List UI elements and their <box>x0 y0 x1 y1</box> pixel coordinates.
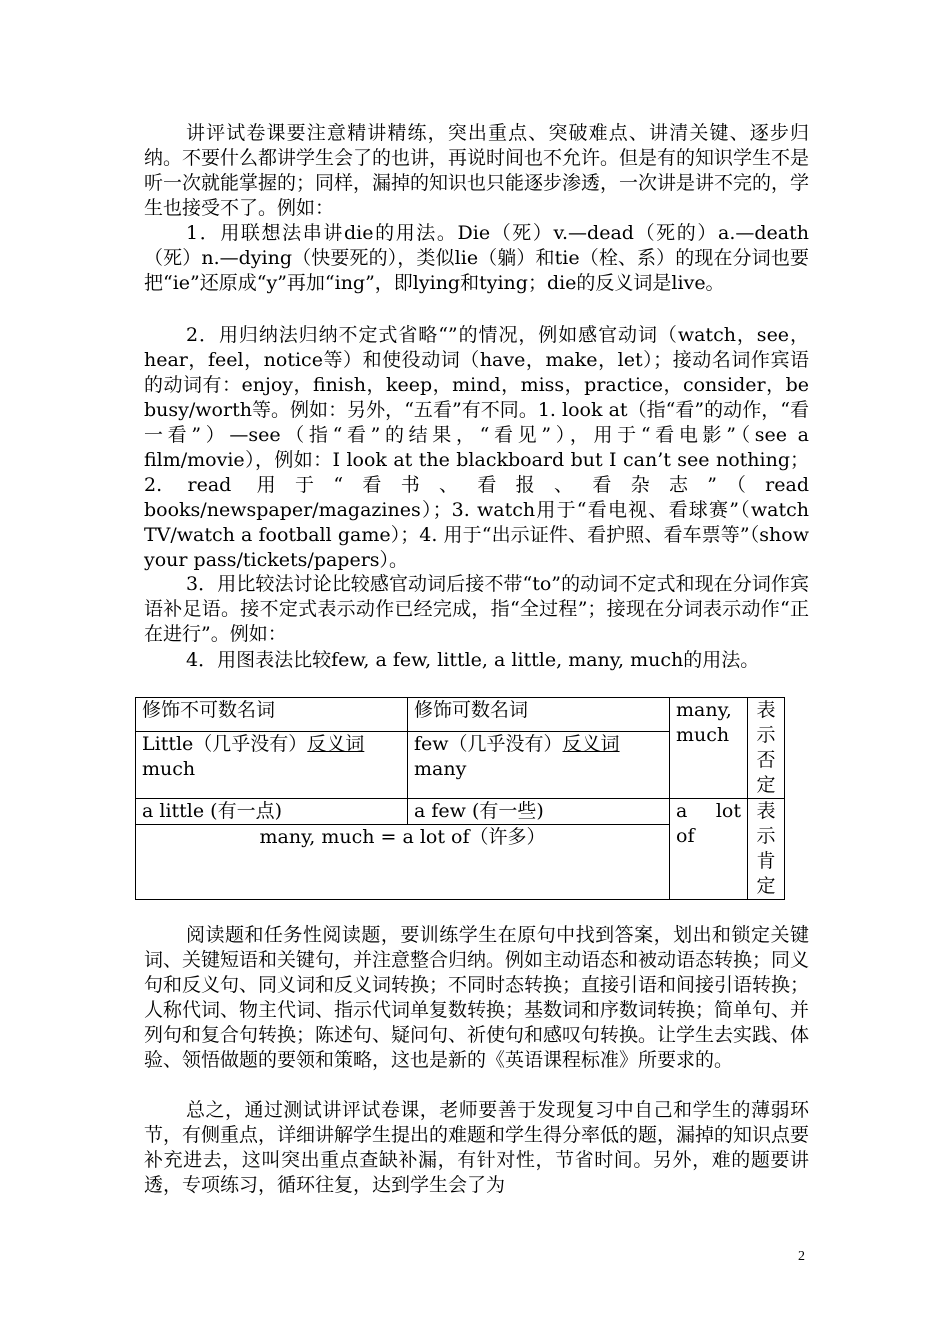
few-many: many <box>414 758 467 781</box>
little-much: much <box>142 758 196 781</box>
summary-paragraph: 总之，通过测试讲评试卷课，老师要善于发现复习中自己和学生的薄弱环节，有侧重点，详细讲解学生提出的难题和学生得分率低的题，漏掉的知识点要补充进去，这叫突出重点查缺补漏，有针对性，节省时间。另外，难的题要讲透，专项练习，循环往复，达到学生会了为 <box>144 1099 810 1196</box>
little-antonym: 反义词 <box>307 733 365 756</box>
little-text: Little（几乎没有） <box>142 733 308 756</box>
a-lot-of-cell: a lot of <box>670 799 748 900</box>
few-text: few（几乎没有） <box>414 733 563 756</box>
intro-paragraph: 讲评试卷课要注意精讲精练，突出重点、突破难点、讲清关键、逐步归纳。不要什么都讲学生会了的也讲，再说时间也不允许。但是有的知识学生不是听一次就能掌握的；同样，漏掉的知识也只能逐步渗透，一次讲是讲不完的，学生也接受不了。例如： <box>144 122 810 219</box>
item-3-paragraph: 3．用比较法讨论比较感官动词后接不带“to”的动词不定式和现在分词作宾语补足语。接不定式表示动作已经完成，指“全过程”；接现在分词表示动作“正在进行”。例如： <box>144 573 809 645</box>
reading-paragraph: 阅读题和任务性阅读题，要训练学生在原句中找到答案，划出和锁定关键词、关键短语和关键句，并注意整合归纳。例如主动语态和被动语态转换；同义句和反义句、同义词和反义词转换；不同时态转换；直接引语和间接引语转换；人称代词、物主代词、指示代词单复数转换；基数词和序数词转换；简单句、并列句和复合句转换；陈述句、疑问句、祈使句和感叹句转换。让学生去实践、体验、领悟做题的要领和策略，这也是新的《英语课程标准》所要求的。 <box>144 924 810 1071</box>
a-little-cell: a little (有一点) <box>136 799 408 825</box>
many-much-cell: many, much <box>670 698 748 799</box>
item-2-paragraph: 2．用归纳法归纳不定式省略“”的情况，例如感官动词（watch，see，hear，feel，notice等）和使役动词（have，make，let）；接动名词作宾语的动词有：enjoy，finish，keep，mind，miss，practice，consider，be busy/worth等。例如：另外，“五看”有不同。1. look at（指“看”的动作，“看一看”）—see（指“看”的结果，“看见”），用于“看电影”（see a film/movie），例如：I look at the blackboard but I can’t see nothing； 2. read 用于“看书、看报、看杂志”（read books/newspaper/magazines）；3. watch用于“看电视、看球赛”（watch TV/watch a football game）；4. 用于“出示证件、看护照、看车票等”（show your pass/tickets/papers）。 <box>144 324 809 571</box>
positive-cell: 表示肯定 <box>748 799 785 900</box>
many-much-equals-cell: many, much = a lot of（许多） <box>136 825 670 900</box>
header-uncountable: 修饰不可数名词 <box>136 698 408 732</box>
header-countable: 修饰可数名词 <box>408 698 670 732</box>
item-4-paragraph: 4．用图表法比较few, a few, little, a little, many, much的用法。 <box>186 649 760 671</box>
negative-cell: 表示否定 <box>748 698 785 799</box>
little-cell <box>136 732 408 799</box>
a-few-cell: a few (有一些) <box>408 799 670 825</box>
page-number: 2 <box>798 1249 805 1264</box>
few-antonym: 反义词 <box>562 733 620 756</box>
item-1-paragraph: 1．用联想法串讲die的用法。Die（死）v.—dead（死的）a.—death（死）n.—dying（快要死的），类似lie（躺）和tie（栓、系）的现在分词也要把“ie”还原成“y”再加“ing”，即lying和tying；die的反义词是live。 <box>144 222 809 294</box>
few-cell <box>408 732 670 799</box>
comparison-table <box>135 697 785 900</box>
